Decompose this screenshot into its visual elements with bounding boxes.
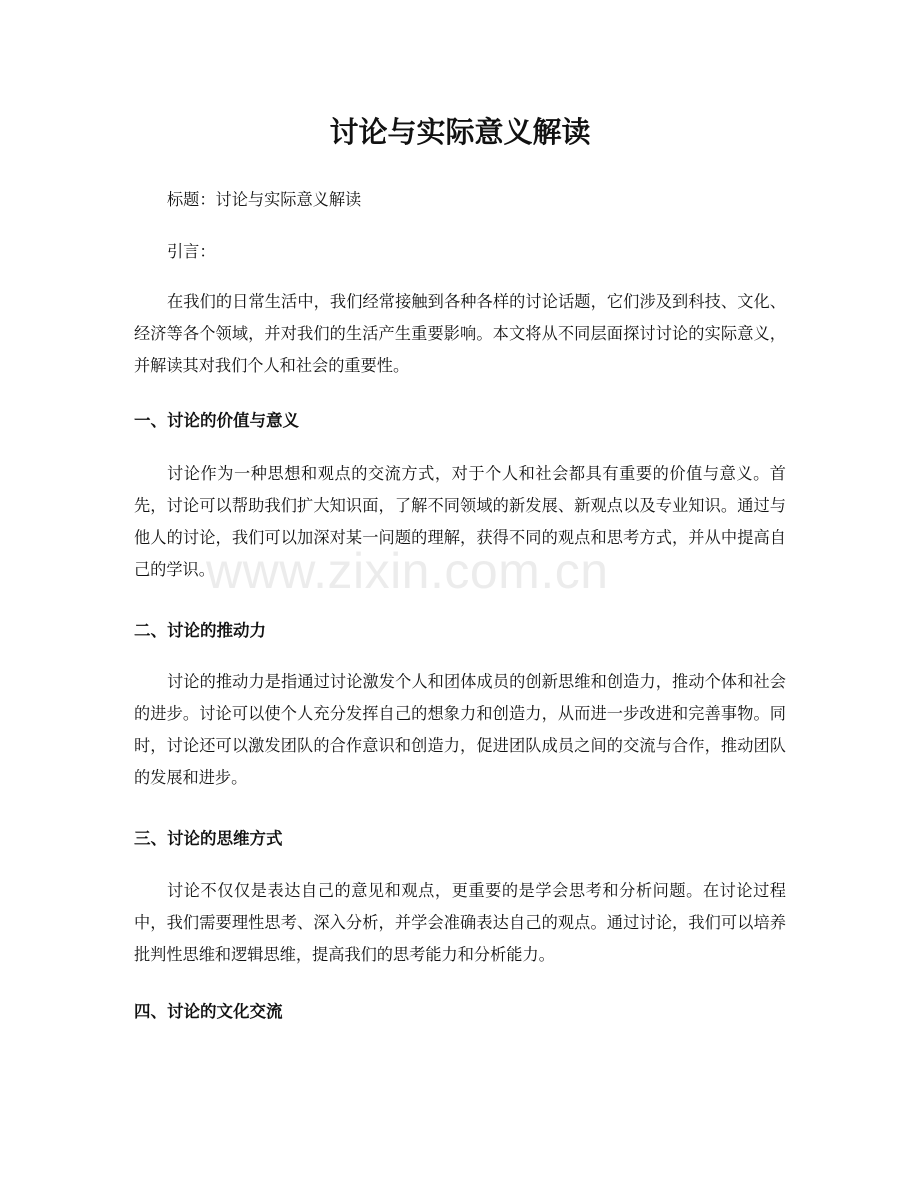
section-heading-3: 三、讨论的思维方式 [134, 829, 283, 848]
intro-paragraph: 在我们的日常生活中，我们经常接触到各种各样的讨论话题，它们涉及到科技、文化、经济等各个领域，并对我们的生活产生重要影响。本文将从不同层面探讨讨论的实际意义，并解读其对我们个人和社会的重要性。 [134, 292, 786, 375]
page-title: 讨论与实际意义解读 [329, 115, 591, 149]
section-paragraph-1: 讨论作为一种思想和观点的交流方式，对于个人和社会都具有重要的价值与意义。首先，讨论可以帮助我们扩大知识面，了解不同领域的新发展、新观点以及专业知识。通过与他人的讨论，我们可以加深对某一问题的理解，获得不同的观点和思考方式，并从中提高自己的学识。 [134, 464, 786, 579]
watermark: www.zixin.com.cn [206, 543, 609, 599]
intro-label: 引言： [167, 242, 216, 261]
section-heading-4: 四、讨论的文化交流 [134, 1002, 283, 1021]
subtitle-line: 标题：讨论与实际意义解读 [167, 190, 362, 209]
section-heading-1: 一、讨论的价值与意义 [134, 411, 299, 430]
section-paragraph-3: 讨论不仅仅是表达自己的意见和观点，更重要的是学会思考和分析问题。在讨论过程中，我们需要理性思考、深入分析，并学会准确表达自己的观点。通过讨论，我们可以培养批判性思维和逻辑思维，提高我们的思考能力和分析能力。 [134, 881, 786, 964]
section-heading-2: 二、讨论的推动力 [134, 621, 266, 640]
section-paragraph-2: 讨论的推动力是指通过讨论激发个人和团体成员的创新思维和创造力，推动个体和社会的进步。讨论可以使个人充分发挥自己的想象力和创造力，从而进一步改进和完善事物。同时，讨论还可以激发团队的合作意识和创造力，促进团队成员之间的交流与合作，推动团队的发展和进步。 [134, 672, 786, 787]
